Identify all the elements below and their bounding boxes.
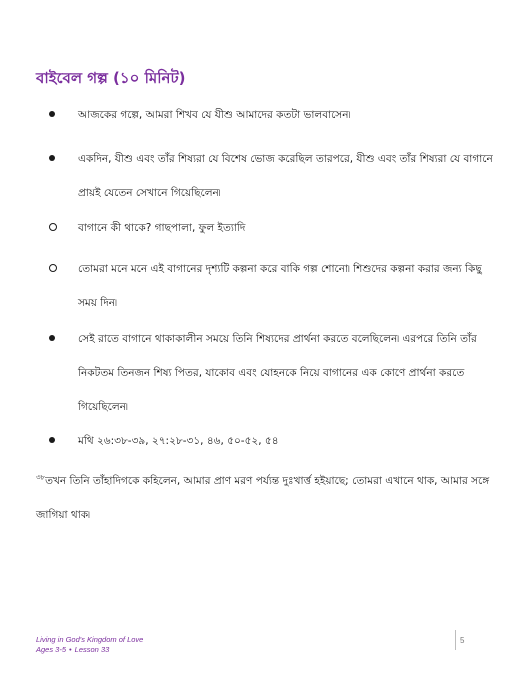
list-item: বাগানে কী থাকে? গাছপালা, ফুল ইত্যাদি <box>78 222 246 234</box>
footer-separator: • <box>69 645 72 654</box>
list-item: একদিন, যীশু এবং তাঁর শিষ্যরা যে বিশেষ ভোজ করেছিল তারপরে, যীশু এবং তাঁর শিষ্যরা যে বাগানে প্রায়ই যেতেন সেখানে গিয়েছিলেন৷ <box>78 153 493 199</box>
footer-ages: Ages 3-5 <box>36 645 67 654</box>
verse-number: ৩৮ <box>36 473 46 482</box>
verse-text: তখন তিনি তাঁহাদিগকে কহিলেন, আমার প্রাণ মরণ পর্য্যন্ত দুঃখার্ত্ত হইয়াছে; তোমরা এখানে থাক, আমার সঙ্গে জাগিয়া থাক৷ <box>36 475 490 521</box>
scripture-verse <box>36 464 496 532</box>
list-item: তোমরা মনে মনে এই বাগানের দৃশ্যটি কল্পনা করে বাকি গল্প শোনো৷ শিশুদের কল্পনা করার জন্য কিছু সময় দিন৷ <box>78 263 482 309</box>
bullet-circle-icon <box>49 252 57 286</box>
bullet-dot-icon <box>49 424 55 458</box>
footer-series-title: Living in God's Kingdom of Love <box>36 635 144 644</box>
bullet-dot-icon <box>49 98 55 132</box>
footer-lesson: Lesson 33 <box>74 645 110 654</box>
footer <box>36 635 143 655</box>
list-item: মথি ২৬:৩৮-৩৯, ২৭:২৮-৩১, ৪৬, ৫০-৫২, ৫৪ <box>78 435 279 447</box>
bullet-dot-icon <box>49 142 55 176</box>
list-item: সেই রাতে বাগানে থাকাকালীন সময়ে তিনি শিষ্যদের প্রার্থনা করতে বলেছিলেন৷ এরপরে তিনি তাঁর নিকটতম তিনজন শিষ্য পিতর, যাকোব এবং যোহনকে নিয়ে বাগানের এক কোণে প্রার্থনা করতে গিয়েছিলেন৷ <box>78 333 477 413</box>
bullet-dot-icon <box>49 322 55 356</box>
bullet-circle-icon <box>49 211 57 245</box>
page-number: 5 <box>460 636 465 645</box>
section-heading: বাইবেল গল্প (১০ মিনিট) <box>36 69 186 87</box>
footer-lesson-info <box>36 645 143 655</box>
list-item: আজকের গল্পে, আমরা শিখব যে যীশু আমাদের কতটা ভালবাসেন৷ <box>78 109 351 121</box>
page-number-divider <box>455 630 456 650</box>
